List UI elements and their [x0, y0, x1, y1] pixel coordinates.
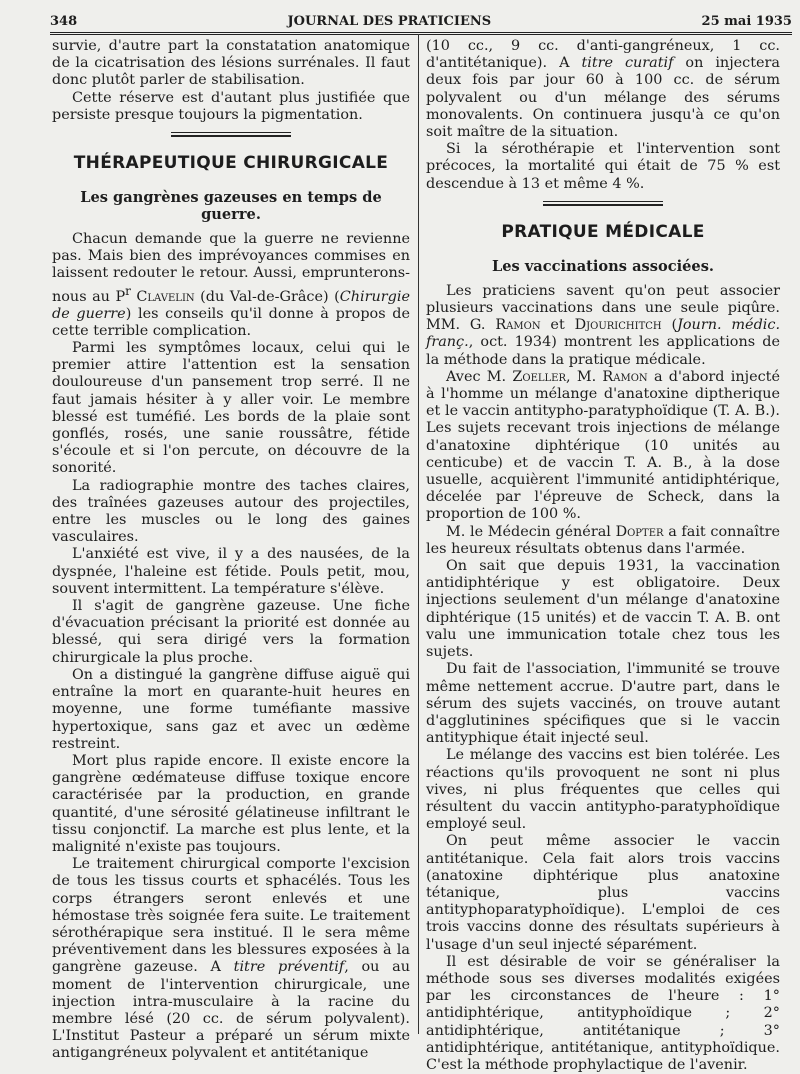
author-name: Djourichitch — [574, 317, 662, 334]
paragraph: Il est désirable de voir se généraliser la méthode sous ses diverses modalités exigées par les circonstances de l'heure : 1° antidiphtérique, antityphoïdique ; 2° antidiphtérique, antitétanique ; 3° antidiphtérique, antitétanique, antityphoïdique. C'est la méthode prophylactique de l'avenir. — [426, 953, 780, 1073]
section-separator — [543, 201, 663, 208]
journal-reference: Journ. médic. franç. — [426, 317, 781, 351]
author-name: Zoeller — [512, 368, 566, 385]
paragraph: survie, d'autre part la constatation anatomique de la cicatrisation des lésions surrénales. Il faut donc plutôt parler de stabilisation. — [52, 38, 410, 89]
author-name: Ramon — [495, 317, 541, 334]
paragraph: Le mélange des vaccins est bien tolérée. Les réactions qu'ils provoquent ne sont ni plus vives, ni plus fréquentes que celles qui résultent du vaccin antitypho-paratyphoïdique employé seul. — [426, 747, 780, 833]
paragraph: La radiographie montre des taches claires, des traînées gazeuses autour des projectiles, entre les muscles ou le long des gaines vasculaires. — [52, 477, 410, 546]
paragraph: Avec M. Zoeller, M. Ramon a d'abord injecté à l'homme un mélange d'anatoxine diptherique et le vaccin antitypho-paratyphoïdique (T. A. B.). Les sujets recevant trois injections de mélange d'anatoxine diphtérique (10 unités au centicube) et de vaccin T. A. B., à la dose usuelle, acquièrent l'immunité antidiphtérique, décelée par l'épreuve de Scheck, dans la proportion de 100 %. — [426, 368, 780, 523]
article-title: Les gangrènes gazeuses en temps de guerre. — [80, 189, 382, 224]
section-title: PRATIQUE MÉDICALE — [501, 221, 705, 242]
paragraph: Du fait de l'association, l'immunité se trouve même nettement accrue. D'autre part, dans le sérum des sujets vaccinés, on trouve autant d'agglutinines spécifiques que si le vaccin antityphique était injecté seul. — [426, 661, 780, 747]
column-divider — [418, 34, 419, 1034]
paragraph: On peut même associer le vaccin antitétanique. Cela fait alors trois vaccins (anatoxine diphtérique plus anatoxine tétanique, plus vaccins antityphoparatyphoïdique). L'emploi de ces trois vaccins donne des résultats supérieurs à l'usage d'un seul injecté séparément. — [426, 833, 780, 953]
author-name: Dopter — [615, 523, 664, 540]
page-number: 348 — [50, 13, 78, 29]
section-separator — [171, 132, 291, 139]
paragraph: (10 cc., 9 cc. d'anti-gangréneux, 1 cc. d'antitétanique). A titre curatif on injectera deux fois par jour 60 à 100 cc. de sérum polyvalent ou d'un mélange des sérums monovalents. On continuera jusqu'à ce qu'on soit maître de la situation. — [426, 38, 780, 141]
right-column — [426, 38, 780, 1074]
paragraph: Il s'agit de gangrène gazeuse. Une fiche d'évacuation précisant la priorité est donnée au blessé, qui sera dirigé vers la formation chirurgicale la plus proche. — [52, 598, 410, 666]
paragraph: On a distingué la gangrène diffuse aiguë qui entraîne la mort en quarante-huit heures en moyenne, une forme tuméfiante massive hypertoxique, sans gaz et avec un œdème restreint. — [52, 666, 410, 752]
paragraph: Parmi les symptômes locaux, celui qui le premier attire l'attention est la sensation douloureuse d'un pansement trop serré. Il ne faut jamais hésiter à y aller voir. Le membre blessé est tuméfié. Les bords de la plaie sont gonflés, rosés, une sanie roussâtre, fétide s'écoule et si l'on percute, on découvre de la sonorité. — [52, 340, 410, 477]
author-name: Clavelin — [136, 288, 195, 305]
left-column — [52, 38, 410, 1063]
paragraph: Cette réserve est d'autant plus justifiée que persiste presque toujours la pigmentation. — [52, 89, 410, 123]
paragraph: Chacun demande que la guerre ne revienne pas. Mais bien des imprévoyances commises en laissent redouter le retour. Aussi, emprunterons-nous au $P^r$ Clavelin (du Val-de-Grâce) (Chirurgie de guerre) les conseils qu'il donne à propos de cette terrible complication. — [52, 231, 410, 339]
journal-title: JOURNAL DES PRATICIENS — [287, 13, 492, 29]
issue-date: 25 mai 1935 — [701, 13, 792, 29]
paragraph: L'anxiété est vive, il y a des nausées, de la dyspnée, l'haleine est fétide. Pouls petit, mou, souvent intermittent. La température s'élève. — [52, 546, 410, 597]
paragraph: Le traitement chirurgical comporte l'excision de tous les tissus courts et sphacélés. Tous les corps étrangers seront enlevés et une hémostase très soignée fera suite. Le traitement sérothérapique sera institué. Il le sera même préventivement dans les blessures exposées à la gangrène gazeuse. A titre préventif, ou au moment de l'intervention chirurgicale, une injection intra-musculaire à la racine du membre lésé (20 cc. de sérum polyvalent). L'Institut Pasteur a préparé un sérum mixte antigangréneux polyvalent et antitétanique — [52, 856, 410, 1062]
header-rule — [50, 34, 792, 35]
paragraph: Si la sérothérapie et l'intervention sont précoces, la mortalité qui était de 75 % est descendue à 13 et même 4 %. — [426, 141, 780, 192]
author-name: Ramon — [602, 368, 648, 385]
paragraph: M. le Médecin général Dopter a fait connaître les heureux résultats obtenus dans l'armée. — [426, 523, 781, 557]
paragraph: Les praticiens savent qu'on peut associer plusieurs vaccinations dans une seule piqûre. MM. G. Ramon et Djourichitch (Journ. médic. franç., oct. 1934) montrent les applications de la méthode dans la pratique médicale. — [426, 282, 781, 368]
paragraph: On sait que depuis 1931, la vaccination antidiphtérique y est obligatoire. Deux injections seulement d'un mélange d'anatoxine diphtérique (15 unités) et de vaccin T. A. B. ont valu une immunication totale chez tous les sujets. — [426, 558, 780, 661]
paragraph: Mort plus rapide encore. Il existe encore la gangrène œdémateuse diffuse toxique encore caractérisée par la production, en grande quantité, d'une sérosité gélatineuse infiltrant le tissu conjonctif. La marche est plus lente, et la malignité n'existe pas toujours. — [52, 752, 410, 855]
article-title: Les vaccinations associées. — [491, 257, 714, 275]
section-title: THÉRAPEUTIQUE CHIRURGICALE — [73, 153, 389, 174]
book-title: Chirurgie de guerre — [52, 288, 410, 322]
page-header — [50, 10, 792, 33]
